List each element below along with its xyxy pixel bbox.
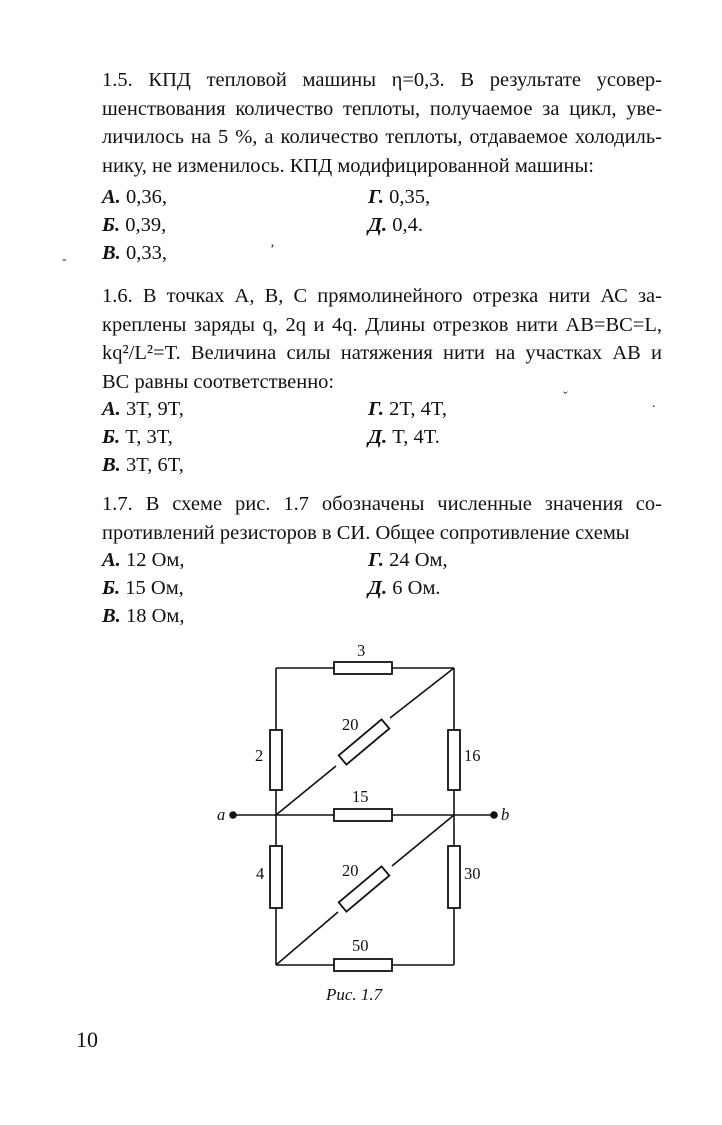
text-line: шенствования количество теплоты, получаемое за цикл, уве- bbox=[102, 97, 662, 120]
option-letter: А. bbox=[102, 186, 121, 208]
option-text: 0,35, bbox=[389, 186, 431, 208]
resistor-label: 20 bbox=[342, 861, 359, 880]
text-line: креплены заряды q, 2q и 4q. Длины отрезков нити AB=BC=L, bbox=[102, 313, 662, 336]
text-line: ВС равны соответственно: bbox=[102, 370, 335, 393]
resistor-left-upper bbox=[270, 730, 282, 790]
resistor-right-upper bbox=[448, 730, 460, 790]
stray-mark: ‚ bbox=[270, 235, 275, 250]
resistor-middle bbox=[334, 809, 392, 821]
option-letter: Б. bbox=[102, 577, 121, 599]
page-number: 10 bbox=[76, 1027, 98, 1052]
resistor-label: 4 bbox=[256, 864, 265, 883]
stray-mark: ˇ bbox=[563, 390, 568, 405]
option-text: 0,33, bbox=[125, 242, 167, 264]
option-letter: В. bbox=[102, 605, 121, 627]
resistor-label: 50 bbox=[352, 936, 369, 955]
text-line: противлений резисторов в СИ. Общее сопротивление схемы bbox=[102, 521, 630, 544]
terminal-b-dot bbox=[490, 811, 498, 819]
text-line: нику, не изменилось. КПД модифицированной машины: bbox=[102, 154, 594, 177]
option-text: 6 Ом. bbox=[392, 577, 441, 599]
option-text: 2T, 4T, bbox=[389, 398, 447, 420]
option-letter: А. bbox=[102, 398, 121, 420]
option-text: T, 3T, bbox=[125, 426, 173, 448]
option-text: 0,4. bbox=[392, 214, 424, 236]
wire bbox=[390, 668, 454, 718]
text-line: 1.7. В схеме рис. 1.7 обозначены численные значения со- bbox=[102, 493, 662, 515]
figure-caption: Рис. 1.7 bbox=[326, 985, 383, 1004]
option-letter: В. bbox=[102, 242, 121, 264]
wire bbox=[276, 912, 338, 965]
text-line: личилось на 5 %, а количество теплоты, отдаваемое холодиль- bbox=[102, 126, 662, 148]
terminal-b-label: b bbox=[501, 805, 510, 824]
option-text: T, 4T. bbox=[392, 426, 440, 448]
text-line: 1.6. В точках А, В, С прямолинейного отрезка нити АС за- bbox=[102, 285, 662, 307]
resistor-label: 30 bbox=[464, 864, 481, 883]
resistor-left-lower bbox=[270, 846, 282, 908]
wire bbox=[392, 815, 454, 866]
stray-mark: - bbox=[62, 252, 67, 267]
option-text: 3T, 6T, bbox=[125, 454, 184, 476]
option-letter: А. bbox=[102, 549, 121, 571]
resistor-label: 15 bbox=[352, 787, 369, 806]
option-text: 18 Ом, bbox=[125, 605, 185, 627]
resistor-top bbox=[334, 662, 392, 674]
terminal-a-dot bbox=[229, 811, 237, 819]
option-text: 15 Ом, bbox=[125, 577, 184, 599]
option-letter: Д. bbox=[368, 426, 388, 448]
option-letter: Г. bbox=[368, 398, 384, 420]
option-letter: Г. bbox=[368, 549, 384, 571]
resistor-label: 16 bbox=[464, 746, 481, 765]
option-text: 0,39, bbox=[125, 214, 167, 236]
text-line: kq²/L²=T. Величина силы натяжения нити на участках АВ и bbox=[102, 342, 662, 364]
resistor-label: 3 bbox=[357, 641, 366, 660]
resistor-label: 20 bbox=[342, 715, 359, 734]
option-letter: В. bbox=[102, 454, 121, 476]
option-letter: Г. bbox=[368, 186, 384, 208]
option-letter: Д. bbox=[368, 577, 388, 599]
option-text: 12 Ом, bbox=[125, 549, 185, 571]
option-letter: Б. bbox=[102, 214, 121, 236]
option-letter: Д. bbox=[368, 214, 388, 236]
terminal-a-label: a bbox=[217, 805, 226, 824]
option-text: 0,36, bbox=[125, 186, 167, 208]
resistor-bottom bbox=[334, 959, 392, 971]
text-line: 1.5. КПД тепловой машины η=0,3. В результате усовер- bbox=[102, 69, 662, 91]
stray-mark: . bbox=[652, 396, 656, 411]
resistor-right-lower bbox=[448, 846, 460, 908]
option-letter: Б. bbox=[102, 426, 121, 448]
resistor-label: 2 bbox=[255, 746, 264, 765]
option-text: 24 Ом, bbox=[389, 549, 448, 571]
wire bbox=[276, 766, 336, 815]
option-text: 3T, 9T, bbox=[125, 398, 184, 420]
